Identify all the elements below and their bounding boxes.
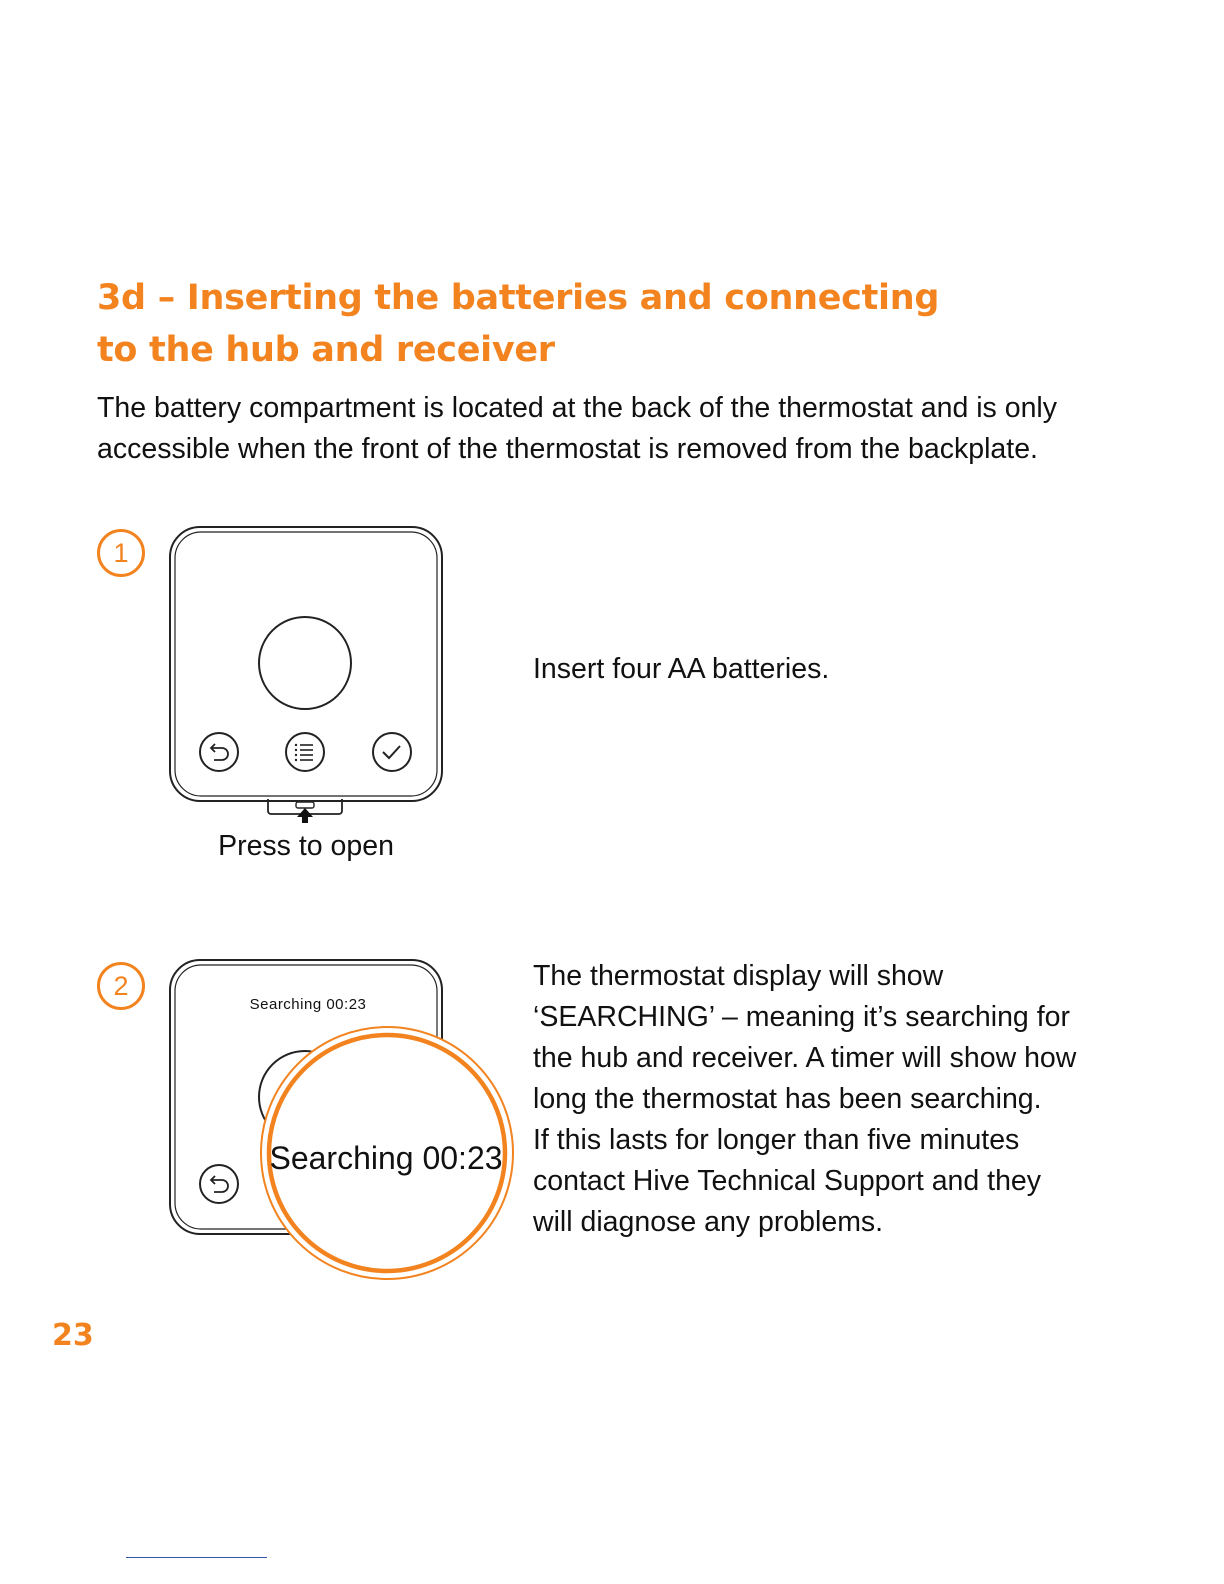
back-icon xyxy=(200,1165,238,1203)
footer-divider xyxy=(126,1557,267,1558)
section-heading xyxy=(97,272,997,376)
step-2-line: the hub and receiver. A timer will show how xyxy=(533,1042,1077,1074)
step-2-instruction xyxy=(533,956,1143,1243)
step-1-number-badge: 1 xyxy=(97,529,145,577)
step-2-number-badge: 2 xyxy=(97,962,145,1010)
step-2-line: long the thermostat has been searching. xyxy=(533,1083,1042,1115)
section-heading-line-1: 3d – Inserting the batteries and connecting xyxy=(97,278,940,318)
zoom-magnifier xyxy=(261,1027,513,1279)
press-to-open-caption: Press to open xyxy=(218,830,394,862)
step-2-line: The thermostat display will show xyxy=(533,960,944,992)
step-2-line: will diagnose any problems. xyxy=(533,1206,884,1238)
section-heading-line-2: to the hub and receiver xyxy=(97,330,555,370)
thermostat-searching-illustration xyxy=(166,957,526,1297)
menu-icon xyxy=(286,733,324,771)
thermostat-front-illustration xyxy=(166,524,456,824)
step-2-line: ‘SEARCHING’ – meaning it’s searching for xyxy=(533,1001,1070,1033)
dial-circle xyxy=(259,617,351,709)
step-2-line: If this lasts for longer than five minutes xyxy=(533,1124,1020,1156)
back-icon xyxy=(200,733,238,771)
arrow-up-icon xyxy=(297,808,313,823)
step-1-instruction: Insert four AA batteries. xyxy=(533,653,830,685)
screen-status-text: Searching 00:23 xyxy=(249,996,367,1013)
zoomed-status-text: Searching 00:23 xyxy=(269,1140,503,1176)
page-number: 23 xyxy=(52,1318,94,1353)
confirm-icon xyxy=(373,733,411,771)
step-2-line: contact Hive Technical Support and they xyxy=(533,1165,1042,1197)
intro-paragraph: The battery compartment is located at the back of the thermostat and is only accessible when the front of the thermostat is removed from the backplate. xyxy=(97,392,1057,465)
